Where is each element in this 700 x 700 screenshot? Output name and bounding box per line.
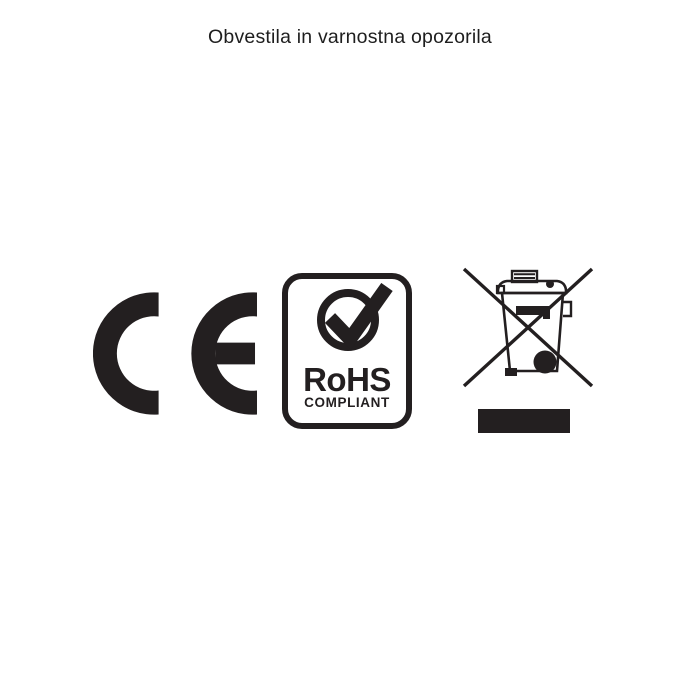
ce-mark	[93, 292, 258, 415]
weee-underline-bar	[478, 409, 570, 433]
rohs-title: RoHS	[303, 361, 391, 398]
rohs-badge	[282, 273, 412, 429]
checkmark-circle-icon	[288, 283, 406, 371]
ce-mark-icon	[93, 292, 258, 415]
crossed-out-wheelie-bin-icon	[461, 262, 595, 438]
rohs-subtitle: COMPLIANT	[304, 395, 390, 410]
page-title: Obvestila in varnostna opozorila	[208, 26, 492, 48]
weee-mark	[461, 262, 595, 438]
